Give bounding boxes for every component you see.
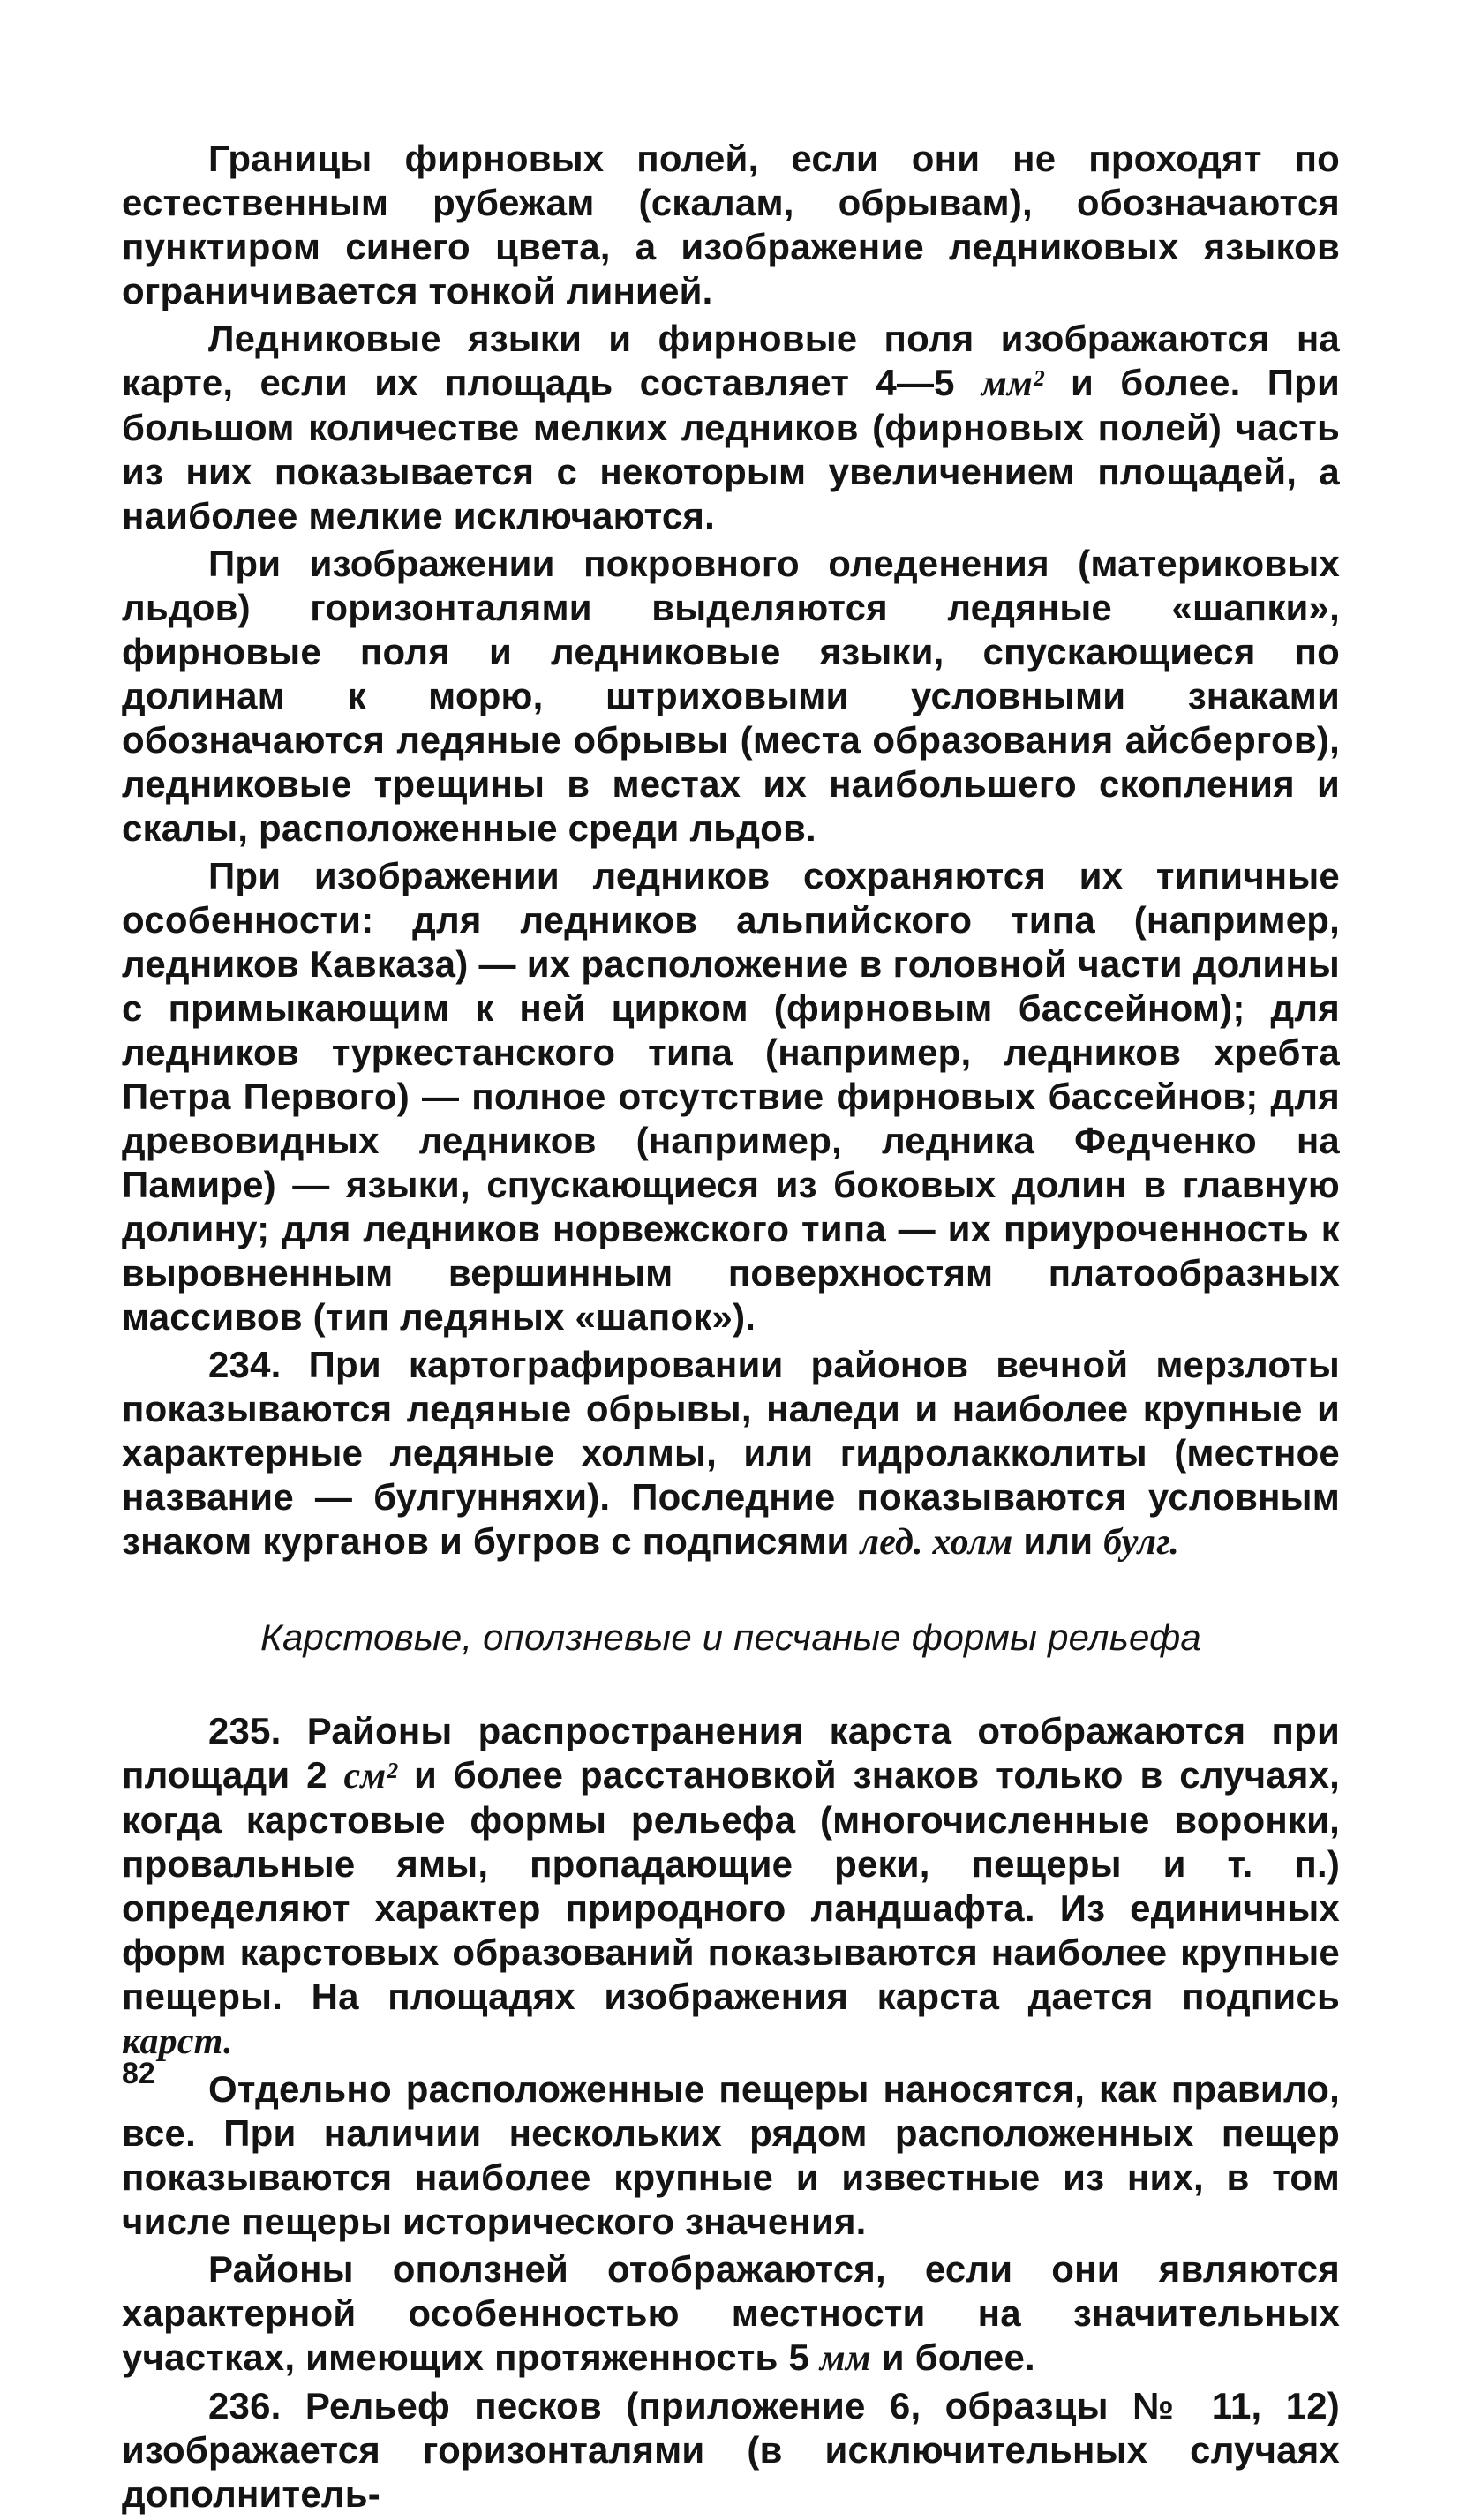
italic-label: карст.	[122, 2021, 233, 2062]
text-run: Рельеф песков (приложение 6, образцы № 11, 12) изображается горизонталями (в исключительных случаях дополнитель-	[122, 2385, 1340, 2515]
page-body	[122, 137, 1340, 2520]
paragraph-caves: Отдельно расположенные пещеры наносятся, как правило, все. При наличии нескольких рядом расположенных пещер показываются наиболее крупные и известные из них, в том числе пещеры исторического значения.	[122, 2068, 1340, 2242]
paragraph-firn-boundaries: Границы фирновых полей, если они не проходят по естественным рубежам (скалам, обрывам), обозначаются пунктиром синего цвета, а изображение ледниковых языков ограничивается тонкой линией.	[122, 138, 1340, 311]
paragraph-234	[122, 1343, 1340, 1564]
text-run: и более. При большом количестве мелких ледников (фирновых полей) часть из них показывается с некоторым увеличением площадей, а наиболее мелкие исключаются.	[122, 362, 1340, 536]
text-run: При картографировании районов вечной мерзлоты показываются ледяные обрывы, наледи и наиболее крупные и характерные ледяные холмы, или гидролакколиты (местное название — булгунняхи). Последние показываются условным знаком курганов и бугров с подписями	[122, 1344, 1340, 1562]
paragraph-glacier-area	[122, 317, 1340, 538]
paragraph-number: 235.	[208, 1710, 282, 1751]
paragraph-landslides	[122, 2247, 1340, 2381]
unit-cm2: см²	[343, 1756, 398, 1796]
paragraph-number: 234.	[208, 1344, 282, 1385]
paragraph-glacier-types: При изображении ледников сохраняются их типичные особенности: для ледников альпийского типа (например, ледников Кавказа) — их расположение в головной части долины с примыкающим к ней цирком (фирновым бассейном); для ледников туркестанского типа (например, ледников хребта Петра Первого) — полное отсутствие фирновых бассейнов; для древовидных ледников (например, ледника Федченко на Памире) — языки, спускающиеся из боковых долин в главную долину; для ледников норвежского типа — их приуроченность к выровненным вершинным поверхностям платообразных массивов (тип ледяных «шапок»).	[122, 855, 1340, 1338]
text-run: Ледниковые языки и фирновые поля изображаются на карте, если их площадь составляет 4—5	[122, 318, 1340, 403]
text-run: Районы оползней отображаются, если они являются характерной особенностью местности на значительных участках, имеющих протяженность 5	[122, 2248, 1340, 2378]
page-number: 82	[122, 2057, 155, 2090]
italic-label: лед. холм	[860, 1522, 1013, 1563]
text-run: и более.	[870, 2336, 1035, 2378]
text-run: и более расстановкой знаков только в случаях, когда карстовые формы рельефа (многочисленные воронки, провальные ямы, пропадающие реки, пещеры и т. п.) определяют характер природного ландшафта. Из единичных форм карстовых образований показываются наиболее крупные пещеры. На площадях изображения карста дается подпись	[122, 1754, 1340, 2017]
paragraph-number: 236.	[208, 2385, 282, 2426]
unit-mm: мм	[819, 2338, 871, 2379]
paragraph-235	[122, 1709, 1340, 2064]
unit-mm2: мм²	[981, 364, 1044, 404]
text-run: или	[1012, 1520, 1104, 1562]
italic-label: булг.	[1103, 1522, 1180, 1563]
text-run: Районы распространения карста отображаются при площади 2	[122, 1710, 1340, 1796]
paragraph-ice-sheet: При изображении покровного оледенения (материковых льдов) горизонталями выделяются ледяные «шапки», фирновые поля и ледниковые языки, спускающиеся по долинам к морю, штриховыми условными знаками обозначаются ледяные обрывы (места образования айсбергов), ледниковые трещины в местах их наибольшего скопления и скалы, расположенные среди льдов.	[122, 543, 1340, 849]
section-heading: Карстовые, оползневые и песчаные формы рельефа	[260, 1616, 1201, 1658]
paragraph-236	[122, 2384, 1340, 2516]
